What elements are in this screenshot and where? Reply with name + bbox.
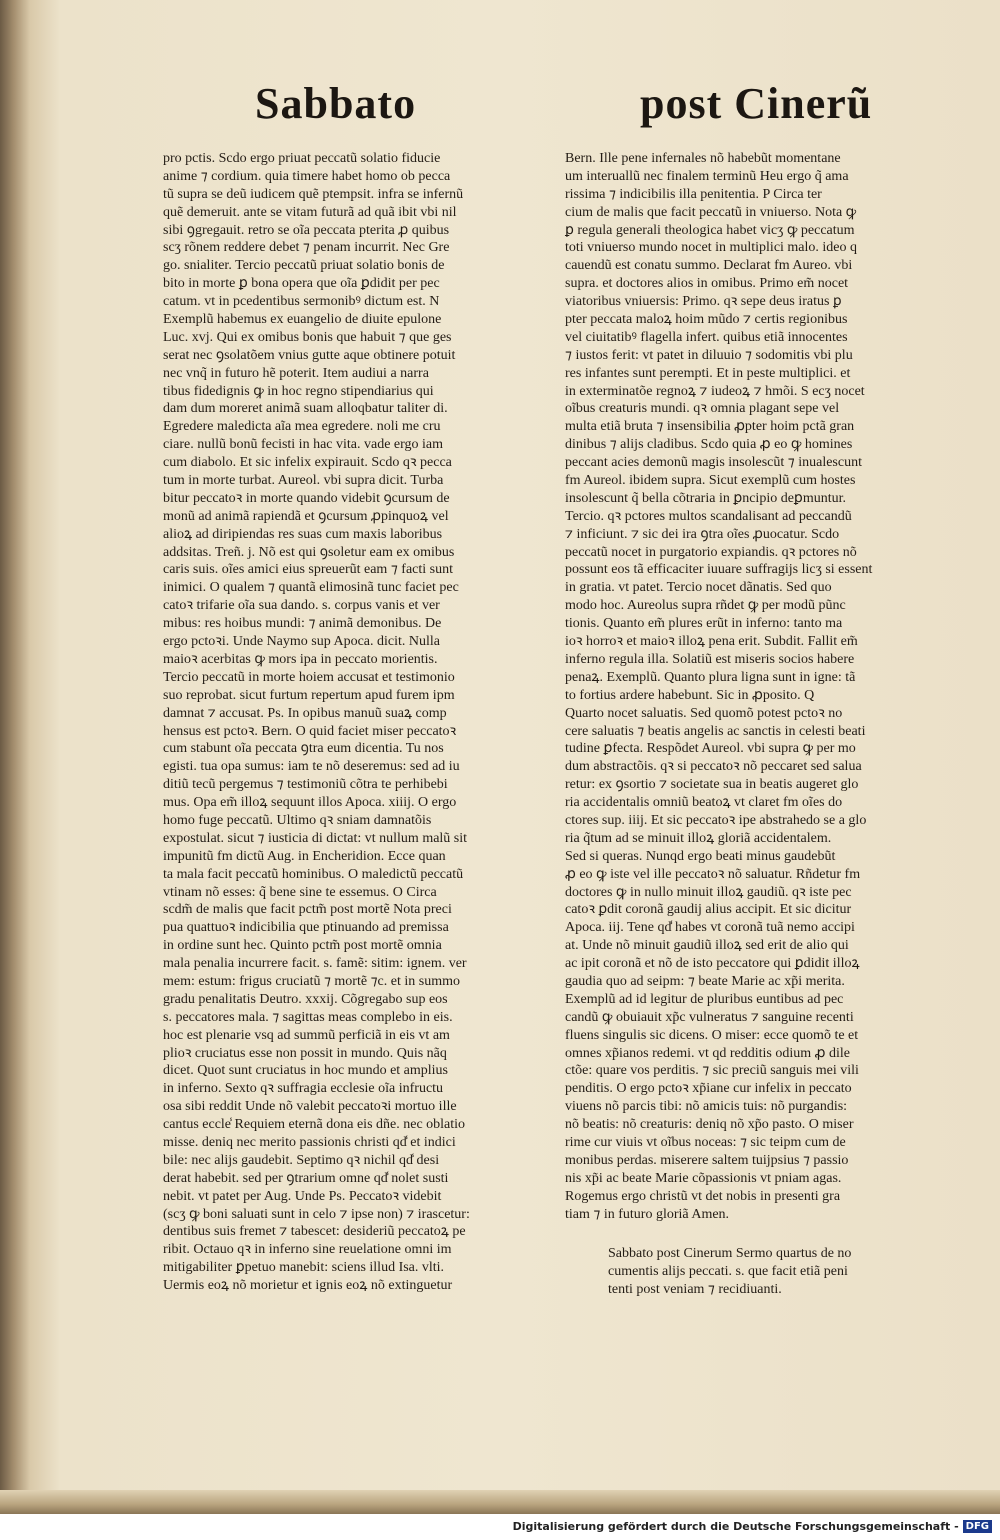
text-line: monũ ad animã rapiendã et ꝯcursum ꝓpinquoꝝ vel xyxy=(163,508,449,524)
text-line: sibi ꝯgregauit. retro se oĩa peccata pterita ꝓ quibus xyxy=(163,222,450,238)
text-line: cantus eccle̾ Requiem eternã dona eis dñe. nec oblatio xyxy=(163,1117,466,1133)
text-line: fluens singulis sic dicens. O miser: ecce quomõ te et xyxy=(565,1027,859,1043)
text-line: nis xp̃i ac beate Marie cõpassionis vt pniam agas. xyxy=(565,1170,842,1186)
text-line: bitur peccatoꝛ in morte quando videbit ꝯcursum de xyxy=(163,490,450,506)
text-line: viuens nõ parcis tibi: nõ amicis tuis: nõ purgandis: xyxy=(565,1099,848,1115)
text-line: Luc. xvj. Qui ex omibus bonis que habuit ⁊ que ges xyxy=(163,329,452,345)
text-line: doctores ꝙ in nullo minuit illoꝝ gaudiũ. qꝛ iste pec xyxy=(565,884,852,900)
text-line: alioꝝ ad diripiendas res suas cum maxis laboribus xyxy=(163,526,443,542)
text-line: scʒ rõnem reddere debet ⁊ penam incurrit. Nec Gre xyxy=(163,240,450,256)
text-line: vel ciuitatibꝰ flagella infert. quibus etiã innocentes xyxy=(565,329,848,345)
text-line: bito in morte ꝑ bona opera que oĩa ꝑdidit per pec xyxy=(163,276,440,292)
running-head-left: Sabbato xyxy=(255,79,417,128)
text-line: hensus est pctoꝛ. Bern. O quid faciet miser peccatoꝛ xyxy=(163,723,457,739)
text-line: gaudia quo ad seipm: ⁊ beate Marie ac xp̃i merita. xyxy=(565,973,845,989)
text-line: expostulat. sicut ⁊ iusticia di dictat: vt nullum malũ sit xyxy=(163,830,468,846)
text-line: in gratia. vt patet. Tercio nocet dãnatis. Sed quo xyxy=(565,580,832,596)
text-line: catoꝛ ꝑdit coronã gaudij alius accipit. Et sic dicitur xyxy=(565,902,852,918)
text-line: Uermis eoꝝ nõ morietur et ignis eoꝝ nõ extinguetur xyxy=(163,1278,453,1294)
text-line: mus. Opa em̃ illoꝝ sequunt illos Apoca. xiiij. O ergo xyxy=(163,795,457,811)
text-line: ciare. nullũ bonũ fecisti in hac vita. vade ergo iam xyxy=(163,437,444,453)
text-line: peccant acies demonũ magis insolescũt ⁊ inualescunt xyxy=(565,455,862,471)
text-line: fm Aureol. ibidem supra. Sicut exemplũ cum hostes xyxy=(565,473,856,489)
text-line: ⁊ inficiunt. ⁊ sic dei ira ꝯtra oĩes ꝓuocatur. Scdo xyxy=(565,526,840,542)
sermon-heading xyxy=(608,1245,851,1299)
text-line: mitigabiliter ꝑpetuo manebit: sciens illud Isa. vlti. xyxy=(163,1260,445,1276)
text-line: tibus fidedignis ꝙ in hoc regno stipendiarius qui xyxy=(163,383,434,399)
text-line: caris suis. oĩes amici eius spreuerũt eam ⁊ facti sunt xyxy=(163,562,453,578)
text-line: at. Unde nõ minuit gaudiũ illoꝝ sed erit de alio qui xyxy=(565,938,849,954)
right-column xyxy=(565,150,970,1223)
text-line: penditis. O ergo pctoꝛ xp̃iane cur infelix in peccato xyxy=(565,1081,852,1097)
text-line: multa etiã bruta ⁊ insensibilia ꝓpter hoim pctã gran xyxy=(565,419,855,435)
text-line: osa sibi reddit Unde nõ valebit peccatoꝛi mortuo ille xyxy=(163,1099,457,1115)
text-line: maioꝛ acerbitas ꝙ mors ipa in peccato morientis. xyxy=(163,651,438,667)
left-column xyxy=(163,150,558,1295)
text-line: toti vniuerso mundo nocet in multiplici malo. ideo q xyxy=(565,240,858,256)
text-line: supra. et doctores alios in omibus. Primo em̃ nocet xyxy=(565,276,849,292)
text-line: inimici. O qualem ⁊ quantã elimosinã tunc faciet pec xyxy=(163,580,459,596)
text-line: ditiũ tecũ pergemus ⁊ testimoniũ cõtra te perhibebi xyxy=(163,777,448,793)
text-line: dum abstractõis. qꝛ si peccatoꝛ nõ peccaret sed salua xyxy=(565,759,862,775)
text-line: catoꝛ trifarie oĩa sua dando. s. corpus vanis et ver xyxy=(163,598,440,614)
text-line: penaꝝ. Exemplũ. Quanto plura ligna sunt in igne: tã xyxy=(565,669,856,685)
text-line: nõ beatis: nõ creaturis: deniq nõ xp̃o pasto. O miser xyxy=(565,1117,854,1133)
text-line: Sed si queras. Nunqd ergo beati minus gaudebũt xyxy=(565,848,836,864)
text-line: Apoca. iij. Tene qd̾ habes vt coronã tuã nemo accipi xyxy=(565,920,855,936)
text-line: ta mala facit peccatũ hominibus. O maledictũ peccatũ xyxy=(163,866,464,882)
text-line: cum stabunt oĩa peccata ꝯtra eum dicentia. Tu nos xyxy=(163,741,444,757)
text-line: ribit. Octauo qꝛ in inferno sine reuelatione omni im xyxy=(163,1242,452,1258)
text-line: pro pctis. Scdo ergo priuat peccatũ solatio fiducie xyxy=(163,151,441,166)
text-line: modo hoc. Aureolus supra rñdet ꝙ per modũ pũnc xyxy=(565,598,846,614)
text-line: omnes xp̃ianos redemi. vt qd redditis odium ꝓ dile xyxy=(565,1045,850,1061)
text-line: ctõe: quare vos perditis. ⁊ sic preciũ sanguis mei vili xyxy=(565,1063,859,1079)
text-line: possunt eos tã efficaciter iuuare suffragijs licʒ si essent xyxy=(565,562,873,578)
text-line: catum. vt in pcedentibus sermonibꝰ dictum est. N xyxy=(163,294,440,310)
text-line: rissima ⁊ indicibilis illa penitentia. P Circa ter xyxy=(565,186,822,202)
text-line: Rogemus ergo christũ vt det nobis in presenti gra xyxy=(565,1188,841,1204)
text-line: impunitũ fm dictũ Aug. in Encheridion. Ecce quan xyxy=(163,848,446,864)
text-line: cium de malis que facit peccatũ in vniuerso. Nota ꝙ xyxy=(565,204,857,220)
text-line: inferno regula illa. Solatiũ est miseris socios habere xyxy=(565,651,855,667)
text-line: mem: estum: frigus cruciatũ ⁊ mortẽ ⁊c. et in summo xyxy=(163,973,460,989)
text-line: cauendũ est conatu summo. Declarat fm Aureo. vbi xyxy=(565,258,853,274)
dfg-logo: DFG xyxy=(963,1520,992,1533)
text-line: in ordine sunt hec. Quinto pctm̃ post mortẽ omnia xyxy=(163,938,442,954)
text-line: cere saluatis ⁊ beatis angelis ac sanctis in celesti beati xyxy=(565,723,866,739)
text-line: addsitas. Treñ. j. Nõ est qui ꝯsoletur eam ex omibus xyxy=(163,544,455,560)
text-line: misse. deniq nec merito passionis christi qd̾ et indici xyxy=(163,1134,456,1150)
text-line: retur: ex ꝯsortio ⁊ societate sua in beatis augeret glo xyxy=(565,777,859,793)
text-line: ⁊ iustos ferit: vt patet in diluuio ⁊ sodomitis vbi plu xyxy=(565,347,853,363)
text-line: oĩbus creaturis mundi. qꝛ omnia plagant sepe vel xyxy=(565,401,840,417)
text-line: nebit. vt patet per Aug. Unde Ps. Peccatoꝛ videbit xyxy=(163,1188,442,1204)
text-line: monibus perdas. miserere saltem tuijpsius ⁊ passio xyxy=(565,1152,849,1168)
text-line: vtinam nõ esses: q̃ bene sine te essemus. O Circa xyxy=(163,884,437,900)
text-line: homo fuge peccatũ. Ultimo qꝛ sniam damnatõis xyxy=(163,812,432,828)
text-line: derat habebit. sed per ꝯtrarium omne qd̾ nolet susti xyxy=(163,1170,449,1186)
text-line: ꝓ eo ꝙ iste vel ille peccatoꝛ nõ saluatur. Rñdetur fm xyxy=(565,866,861,882)
text-line: ria q̃tum ad se minuit illoꝝ gloriã accidentalem. xyxy=(565,830,832,846)
text-line: gradu penalitatis Deutro. xxxij. Cõgregabo sup eos xyxy=(163,991,448,1007)
text-line: suo reprobat. sicut furtum repertum apud furem ipm xyxy=(163,687,455,703)
text-line: dicet. Quot sunt cruciatus in hoc mundo et amplius xyxy=(163,1063,449,1079)
text-line: anime ⁊ cordium. quia timere habet homo ob pecca xyxy=(163,168,451,184)
text-line: Tercio peccatũ in morte hoiem accusat et testimonio xyxy=(163,669,455,685)
text-line: dam dum moreret animã suam alloqbatur taliter di. xyxy=(163,401,448,417)
text-line: hoc est plenarie vsq ad summũ perficiã in eis vt am xyxy=(163,1027,450,1043)
text-line: mala penalia incurrere facit. s. famẽ: sitim: ignem. ver xyxy=(163,956,467,972)
text-line: damnat ⁊ accusat. Ps. In opibus manuũ suaꝝ comp xyxy=(163,705,447,721)
text-line: Exemplũ habemus ex euangelio de diuite epulone xyxy=(163,312,442,328)
text-line: mibus: res hoibus mundi: ⁊ animã demonibus. De xyxy=(163,616,442,632)
text-line: ergo pctoꝛi. Unde Naymo sup Apoca. dicit. Nulla xyxy=(163,634,440,650)
text-line: ꝑ regula generali theologica habet vicʒ ꝙ peccatum xyxy=(565,222,855,238)
text-line: (scʒ ꝙ boni saluati sunt in celo ⁊ ipse non) ⁊ irascetur: xyxy=(163,1206,470,1222)
text-line: cum diabolo. Et sic infelix expirauit. Scdo qꝛ pecca xyxy=(163,455,452,471)
heading-line: tenti post veniam ⁊ recidiuanti. xyxy=(608,1282,782,1297)
text-line: quẽ demeruit. ante se vitam futurã ad quã ibit vbi nil xyxy=(163,204,457,220)
text-line: go. snialiter. Tercio peccatũ priuat solatio bonis de xyxy=(163,258,445,274)
text-line: candũ ꝙ obuiauit xp̃c vulneratus ⁊ sanguine recenti xyxy=(565,1009,854,1025)
text-line: pter peccata maloꝝ hoim mũdo ⁊ certis regionibus xyxy=(565,312,848,328)
heading-line: cumentis alijs peccati. s. que facit etiã peni xyxy=(608,1264,848,1279)
text-line: rime cur viuis vt oĩbus noceas: ⁊ sic teipm cum de xyxy=(565,1134,846,1150)
text-line: tudine ꝑfecta. Respõdet Aureol. vbi supra ꝙ per mo xyxy=(565,741,856,757)
text-line: serat nec ꝯsolatõem vnius gutte aque obtinere potuit xyxy=(163,347,456,363)
text-line: plioꝛ cruciatus esse non possit in mundo. Quis nãq xyxy=(163,1045,447,1061)
text-line: Egredere maledicta aĩa mea egredere. noli me cru xyxy=(163,419,441,435)
footer xyxy=(513,1520,992,1533)
text-line: tiam ⁊ in futuro gloriã Amen. xyxy=(565,1206,730,1222)
text-line: viatoribus vniuersis: Primo. qꝛ sepe deus iratus ꝑ xyxy=(565,294,842,310)
text-line: in inferno. Sexto qꝛ suffragia ecclesie oĩa infructu xyxy=(163,1081,444,1097)
text-line: dentibus suis fremet ⁊ tabescet: desideriũ peccatoꝝ pe xyxy=(163,1224,466,1240)
page-bottom-edge xyxy=(0,1490,1000,1514)
footer-credit: Digitalisierung gefördert durch die Deutsche Forschungsgemeinschaft - xyxy=(512,1520,959,1533)
text-line: nec vnq̃ in futuro hẽ poterit. Item audiui a narra xyxy=(163,365,429,381)
text-line: tionis. Quanto em̃ plures erũt in inferno: tanto ma xyxy=(565,616,843,632)
heading-line: Sabbato post Cinerum Sermo quartus de no xyxy=(608,1246,852,1261)
running-head-right: post Cinerũ xyxy=(640,79,873,128)
text-line: peccatũ nocet in purgatorio expiandis. qꝛ pctores nõ xyxy=(565,544,857,560)
text-line: s. peccatores mala. ⁊ sagittas meas complebo in eis. xyxy=(163,1009,453,1025)
text-line: to fortius ardere habebunt. Sic in ꝓposito. Q xyxy=(565,687,815,703)
text-line: ria accidentalis omniũ beatoꝝ vt claret fm oĩes do xyxy=(565,795,843,811)
text-line: res infantes sunt perempti. Et in peste multiplici. et xyxy=(565,365,851,381)
text-line: Exemplũ ad id legitur de pluribus euntibus ad pec xyxy=(565,991,844,1007)
text-line: egisti. tua opa sumus: iam te nõ deseremus: sed ad iu xyxy=(163,759,460,775)
text-line: Bern. Ille pene infernales nõ habebũt momentane xyxy=(565,151,841,166)
text-line: ctores sup. iiij. Et sic peccatoꝛ ipe abstrahedo se a glo xyxy=(565,812,867,828)
text-line: pua quattuoꝛ indicibilia que ptinuando ad premissa xyxy=(163,920,449,936)
text-line: insolescunt q̃ bella cõtraria in ꝑncipio deꝑmuntur. xyxy=(565,490,846,506)
text-line: bile: nec alijs gaudebit. Septimo qꝛ nichil qd̾ desi xyxy=(163,1152,440,1168)
text-line: ioꝛ horroꝛ et maioꝛ illoꝝ pena erit. Subdit. Fallit em̃ xyxy=(565,634,858,650)
text-line: tũ supra se deũ iudicem quẽ ptempsit. infra se infernũ xyxy=(163,186,464,202)
text-line: ac ipit coronã et nõ de isto peccatore qui ꝑdidit illoꝝ xyxy=(565,956,860,972)
text-line: Quarto nocet saluatis. Sed quomõ potest pctoꝛ no xyxy=(565,705,843,721)
text-line: in exterminatõe regnoꝝ ⁊ iudeoꝝ ⁊ hmõi. S ecʒ nocet xyxy=(565,383,865,399)
text-line: um interuallũ nec finalem terminũ Heu ergo q̃ ama xyxy=(565,168,849,184)
text-line: Tercio. qꝛ pctores multos scandalisant ad peccandũ xyxy=(565,508,852,524)
text-line: scdm̃ de malis que facit pctm̃ post mortẽ Nota preci xyxy=(163,902,452,918)
text-line: dinibus ⁊ alijs cladibus. Scdo quia ꝓ eo ꝙ homines xyxy=(565,437,853,453)
text-line: tum in morte turbat. Aureol. vbi supra dicit. Turba xyxy=(163,473,444,489)
